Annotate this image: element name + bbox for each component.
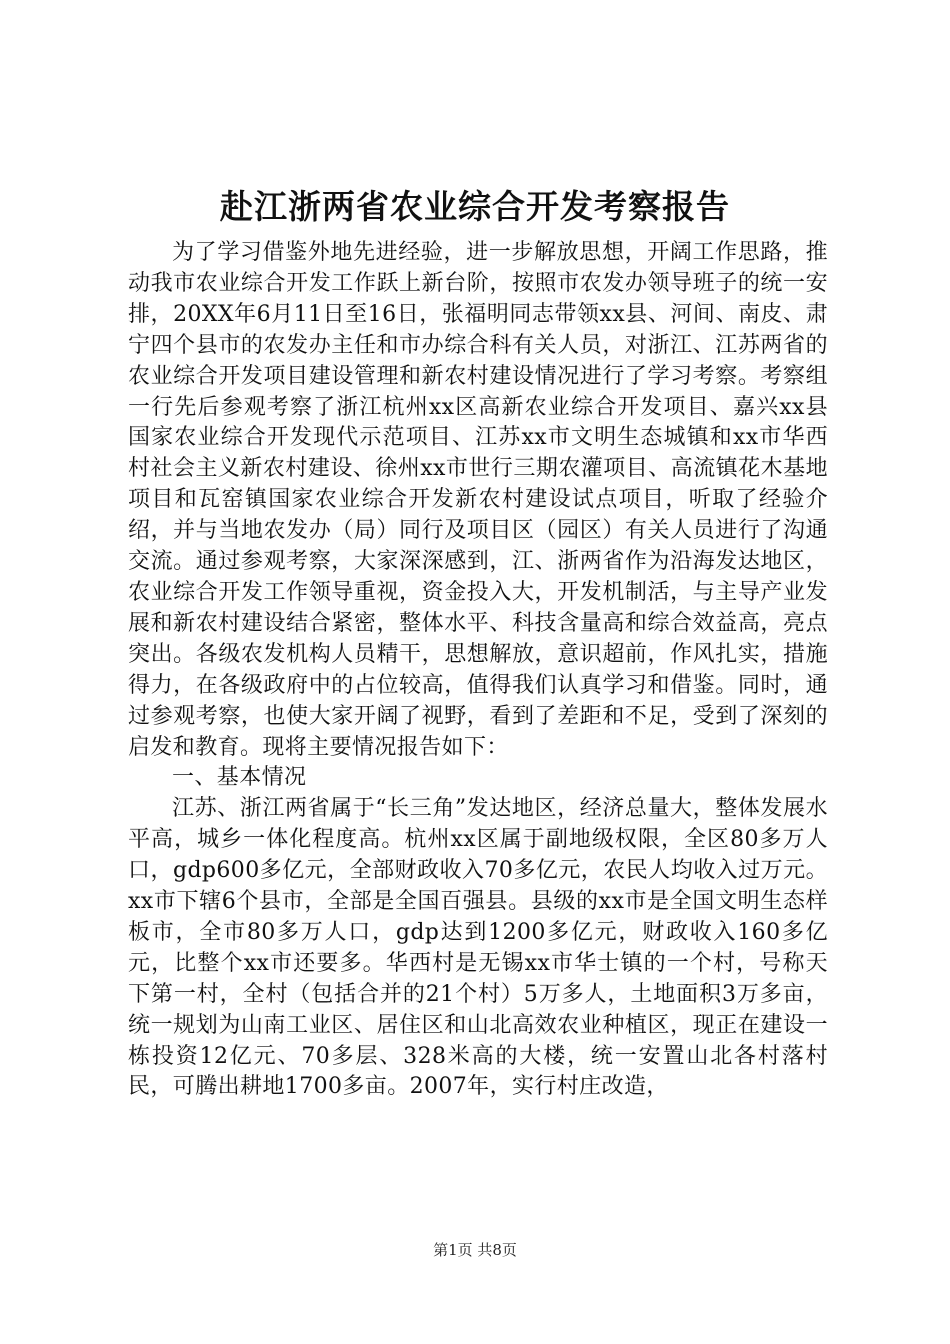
basic-situation-paragraph: 江苏、浙江两省属于“长三角”发达地区，经济总量大，整体发展水平高，城乡一体化程度高。杭州xx区属于副地级权限，全区80多万人口，gdp600多亿元，全部财政收入70多亿元，农民人均收入过万元。xx市下辖6个县市，全部是全国百强县。县级的xx市是全国文明生态样板市，全市80多万人口，gdp达到1200多亿元，财政收入160多亿元，比整个xx市还要多。华西村是无锡xx市华士镇的一个村，号称天下第一村，全村（包括合并的21个村）5万多人，土地面积3万多亩，统一规划为山南工业区、居住区和山北高效农业种植区，现正在建设一栋投资12亿元、70多层、328米高的大楼，统一安置山北各村落村民，可腾出耕地1700多亩。2007年，实行村庄改造， (128, 796, 828, 1100)
document-title: 赴江浙两省农业综合开发考察报告 (220, 187, 730, 226)
document-body (128, 238, 828, 1103)
page-footer: 第1页 共8页 (433, 1241, 517, 1259)
intro-paragraph: 为了学习借鉴外地先进经验，进一步解放思想，开阔工作思路，推动我市农业综合开发工作跃上新台阶，按照市农发办领导班子的统一安排，20XX年6月11日至16日，张福明同志带领xx县、河间、南皮、肃宁四个县市的农发办主任和市办综合科有关人员，对浙江、江苏两省的农业综合开发项目建设管理和新农村建设情况进行了学习考察。考察组一行先后参观考察了浙江杭州xx区高新农业综合开发项目、嘉兴xx县国家农业综合开发现代示范项目、江苏xx市文明生态城镇和xx市华西村社会主义新农村建设、徐州xx市世行三期农灌项目、高流镇花木基地项目和瓦窑镇国家农业综合开发新农村建设试点项目，听取了经验介绍，并与当地农发办（局）同行及项目区（园区）有关人员进行了沟通交流。通过参观考察，大家深深感到，江、浙两省作为沿海发达地区，农业综合开发工作领导重视，资金投入大，开发机制活，与主导产业发展和新农村建设结合紧密，整体水平、科技含量高和综合效益高，亮点突出。各级农发机构人员精干，思想解放，意识超前，作风扎实，措施得力，在各级政府中的占位较高，值得我们认真学习和借鉴。同时，通过参观考察，也使大家开阔了视野，看到了差距和不足，受到了深刻的启发和教育。现将主要情况报告如下： (128, 240, 828, 760)
section-heading: 一、基本情况 (172, 765, 307, 791)
